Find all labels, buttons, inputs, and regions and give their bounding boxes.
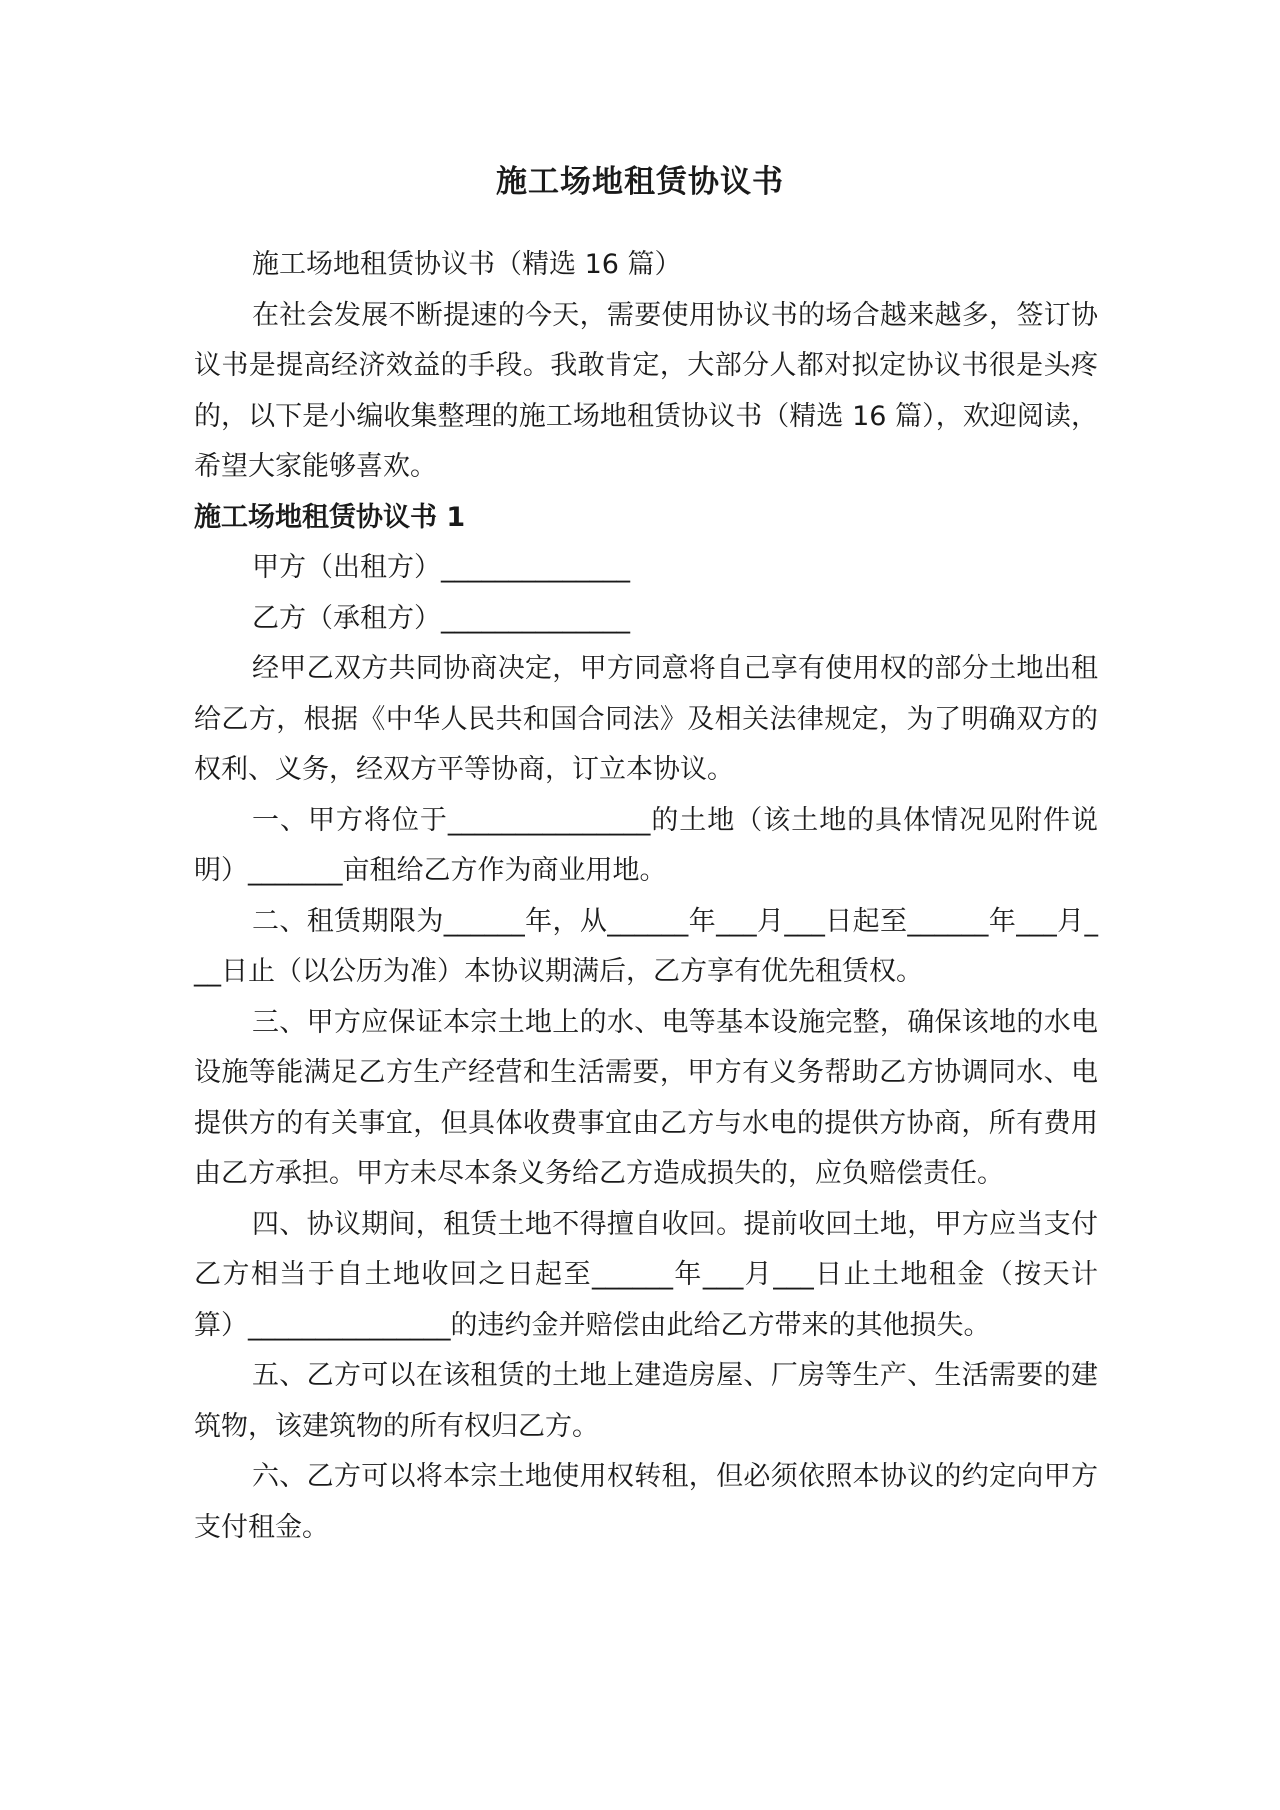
clause-1: 一、甲方将位于_______________的土地（该土地的具体情况见附件说明）_______亩租给乙方作为商业用地。 xyxy=(194,804,1098,886)
clause-4: 四、协议期间，租赁土地不得擅自收回。提前收回土地，甲方应当支付乙方相当于自土地收回之日起至______年___月___日止土地租金（按天计算）_______________的违约金并赔偿由此给乙方带来的其他损失。 xyxy=(194,1208,1098,1341)
party-b-line: 乙方（承租方）______________ xyxy=(252,602,630,634)
document-body xyxy=(194,240,1098,1553)
clause-3: 三、甲方应保证本宗土地上的水、电等基本设施完整，确保该地的水电设施等能满足乙方生产经营和生活需要，甲方有义务帮助乙方协调同水、电提供方的有关事宜，但具体收费事宜由乙方与水电的提供方协商，所有费用由乙方承担。甲方未尽本条义务给乙方造成损失的，应负赔偿责任。 xyxy=(194,1006,1098,1189)
intro-paragraph: 在社会发展不断提速的今天，需要使用协议书的场合越来越多，签订协议书是提高经济效益的手段。我敢肯定，大部分人都对拟定协议书很是头疼的，以下是小编收集整理的施工场地租赁协议书（精选 16 篇），欢迎阅读，希望大家能够喜欢。 xyxy=(194,299,1098,482)
intro-subtitle: 施工场地租赁协议书（精选 16 篇） xyxy=(252,249,682,280)
clause-2: 二、租赁期限为______年，从______年___月___日起至______年___月___日止（以公历为准）本协议期满后，乙方享有优先租赁权。 xyxy=(194,905,1098,987)
section-heading: 施工场地租赁协议书 1 xyxy=(194,501,466,533)
clause-5: 五、乙方可以在该租赁的土地上建造房屋、厂房等生产、生活需要的建筑物，该建筑物的所有权归乙方。 xyxy=(194,1360,1098,1442)
clause-preamble: 经甲乙双方共同协商决定，甲方同意将自己享有使用权的部分土地出租给乙方，根据《中华人民共和国合同法》及相关法律规定，为了明确双方的权利、义务，经双方平等协商，订立本协议。 xyxy=(194,653,1098,785)
clause-6: 六、乙方可以将本宗土地使用权转租，但必须依照本协议的约定向甲方支付租金。 xyxy=(194,1461,1098,1543)
page-title: 施工场地租赁协议书 xyxy=(496,164,784,200)
party-a-line: 甲方（出租方）______________ xyxy=(252,552,630,583)
